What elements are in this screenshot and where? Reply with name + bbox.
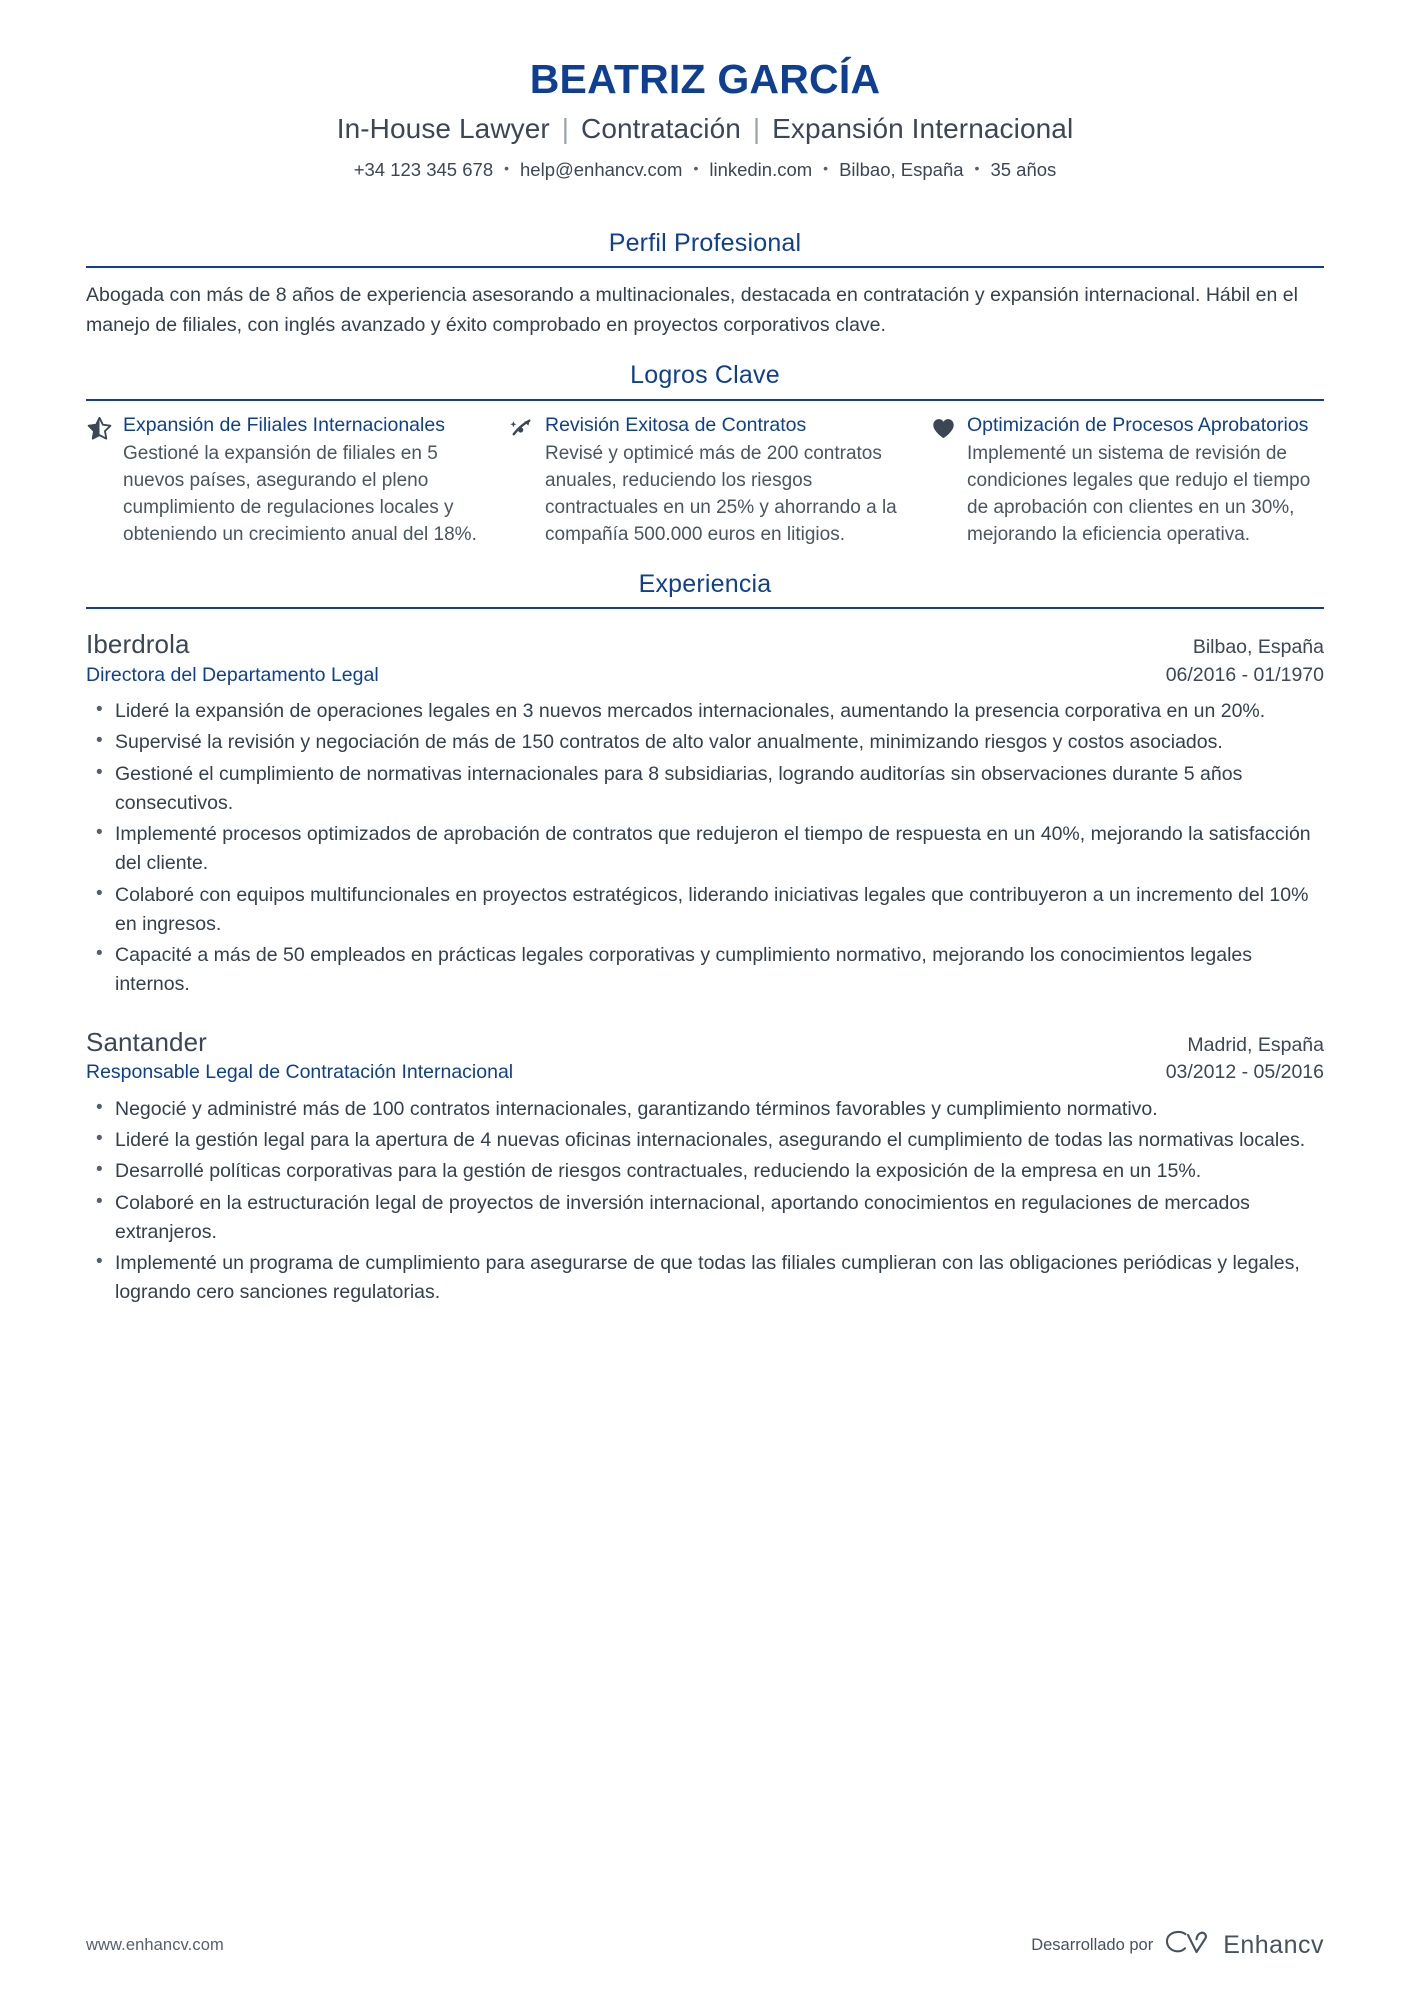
list-item: • Lideré la expansión de operaciones legales en 3 nuevos mercados internacionales, aumentando la presencia corporativa en un 20%.: [86, 697, 1324, 726]
list-item: • Colaboré en la estructuración legal de proyectos de inversión internacional, aportando conocimientos en regulaciones de mercados extranjeros.: [86, 1189, 1324, 1248]
contact-separator-icon: •: [504, 159, 510, 176]
achievement-item: [508, 413, 902, 549]
shooting-star-icon: [508, 416, 534, 442]
achievement-text: [967, 413, 1324, 549]
list-item: • Implementé procesos optimizados de aprobación de contratos que redujeron el tiempo de respuesta en un 40%, mejorando la satisfacción del cliente.: [86, 820, 1324, 879]
candidate-headline: [86, 112, 1324, 146]
achievement-title: Revisión Exitosa de Contratos: [545, 413, 807, 436]
section-summary: [86, 228, 1324, 341]
list-item: • Capacité a más de 50 empleados en prácticas legales corporativas y cumplimiento normativo, mejorando los conocimientos legales internos.: [86, 941, 1324, 1000]
achievement-description: Revisé y optimicé más de 200 contratos anuales, reduciendo los riesgos contractuales en un 25% y ahorrando a la compañía 500.000 euros en litigios.: [545, 442, 897, 545]
achievement-description: Implementé un sistema de revisión de condiciones legales que redujo el tiempo de aprobación con clientes en un 30%, mejorando la eficiencia operativa.: [967, 442, 1311, 545]
experience-entry: [86, 628, 1324, 1000]
contact-line: [86, 158, 1324, 182]
contact-separator-icon: •: [823, 159, 829, 176]
job-dates: 03/2012 - 05/2016: [1165, 1061, 1324, 1084]
page-spacer: [86, 1310, 1324, 1890]
page-footer: [86, 1930, 1324, 1995]
resume-header: [86, 56, 1324, 182]
contact-separator-icon: •: [974, 159, 980, 176]
list-item: • Colaboré con equipos multifuncionales en proyectos estratégicos, liderando iniciativas legales que contribuyeron a un incremento del 10% en ingresos.: [86, 881, 1324, 940]
job-title: Directora del Departamento Legal: [86, 663, 379, 686]
experience-body: [86, 609, 1324, 1308]
job-bullet-list: [86, 697, 1324, 1000]
footer-website-url[interactable]: www.enhancv.com: [86, 1936, 224, 1954]
job-dates: 06/2016 - 01/1970: [1165, 663, 1324, 686]
summary-text: Abogada con más de 8 años de experiencia asesorando a multinacionales, destacada en contratación y expansión internacional. Hábil en el manejo de filiales, con inglés avanzado y éxito comprobado en proyectos corporativos clave.: [86, 284, 1298, 336]
list-item: • Negocié y administré más de 100 contratos internacionales, garantizando términos favorables y cumplimiento normativo.: [86, 1095, 1324, 1124]
experience-entry-header: [86, 628, 1324, 662]
achievements-grid: [86, 401, 1324, 549]
experience-entry-subheader: [86, 1060, 1324, 1085]
experience-entry-header: [86, 1026, 1324, 1060]
footer-made-by-label: Desarrollado por: [1031, 1936, 1154, 1954]
achievement-title: Optimización de Procesos Aprobatorios: [967, 413, 1309, 436]
headline-part-2: Contratación: [581, 113, 741, 145]
achievement-item: [930, 413, 1324, 549]
section-title-achievements: Logros Clave: [630, 361, 780, 390]
headline-separator: |: [561, 113, 570, 145]
job-location: Madrid, España: [1187, 1033, 1324, 1056]
list-item: • Gestioné el cumplimiento de normativas internacionales para 8 subsidiarias, logrando auditorías sin observaciones durante 5 años consecutivos.: [86, 760, 1324, 819]
contact-email[interactable]: help@enhancv.com: [520, 158, 683, 180]
achievement-title: Expansión de Filiales Internacionales: [123, 413, 445, 436]
job-bullet-list: [86, 1095, 1324, 1308]
star-icon: [86, 416, 112, 442]
list-item: • Desarrollé políticas corporativas para la gestión de riesgos contractuales, reduciendo la exposición de la empresa en un 15%.: [86, 1157, 1324, 1186]
experience-entry: [86, 1026, 1324, 1308]
headline-separator: |: [752, 113, 761, 145]
achievement-item: [86, 413, 480, 549]
contact-linkedin[interactable]: linkedin.com: [709, 158, 813, 180]
headline-part-1: In-House Lawyer: [336, 113, 550, 145]
list-item: • Supervisé la revisión y negociación de más de 150 contratos de alto valor anualmente, minimizando riesgos y costos asociados.: [86, 728, 1324, 757]
contact-location: Bilbao, España: [839, 158, 964, 180]
heart-icon: [930, 416, 956, 442]
contact-phone: +34 123 345 678: [353, 158, 494, 180]
section-title-summary: Perfil Profesional: [608, 228, 802, 257]
achievement-description: Gestioné la expansión de filiales en 5 nuevos países, asegurando el pleno cumplimiento de regulaciones locales y obteniendo un crecimiento anual del 18%.: [123, 442, 477, 545]
contact-separator-icon: •: [693, 159, 699, 176]
section-title-experience: Experiencia: [638, 569, 772, 598]
enhancv-logo-icon: [1165, 1930, 1211, 1961]
list-item: • Implementé un programa de cumplimiento para asegurarse de que todas las filiales cumplieran con las obligaciones periódicas y legales, logrando cero sanciones regulatorias.: [86, 1249, 1324, 1308]
achievement-text: [123, 413, 480, 549]
contact-age: 35 años: [990, 158, 1057, 180]
experience-entry-subheader: [86, 663, 1324, 688]
job-location: Bilbao, España: [1192, 636, 1324, 659]
candidate-name: BEATRIZ GARCÍA: [529, 56, 881, 102]
job-title: Responsable Legal de Contratación Internacional: [86, 1061, 514, 1084]
section-achievements: [86, 360, 1324, 549]
achievement-text: [545, 413, 902, 549]
company-name: Iberdrola: [86, 629, 190, 660]
company-name: Santander: [86, 1026, 207, 1057]
list-item: • Lideré la gestión legal para la apertura de 4 nuevas oficinas internacionales, asegurando el cumplimiento de todas las normativas locales.: [86, 1126, 1324, 1155]
footer-brand: [1031, 1930, 1324, 1961]
summary-body: [86, 268, 1324, 340]
section-experience: [86, 569, 1324, 1310]
footer-brand-name: Enhancv: [1223, 1931, 1324, 1959]
headline-part-3: Expansión Internacional: [772, 113, 1074, 145]
